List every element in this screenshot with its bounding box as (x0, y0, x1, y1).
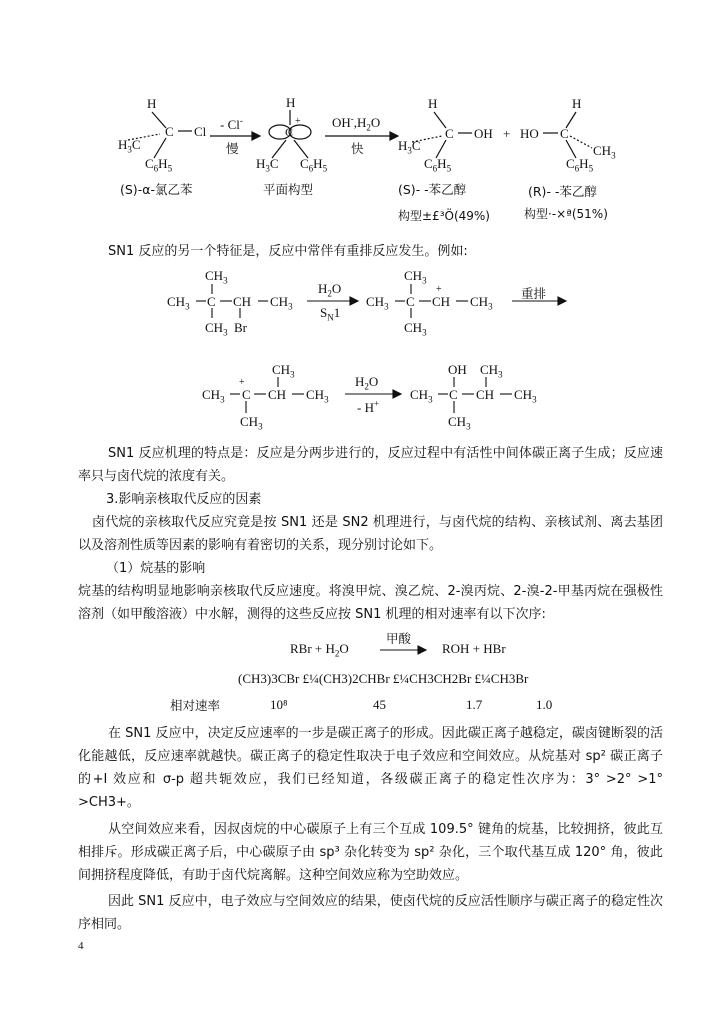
reagent-minus-cl: - Cl- (220, 115, 243, 132)
reagent-h2o: $H_2O$ (318, 281, 342, 299)
atom-h: H (428, 96, 438, 111)
group-ch: CH (432, 294, 451, 309)
heading-section3: 3.影响亲核取代反应的因素 (106, 492, 262, 507)
group-ch3: $CH_3$ (167, 294, 190, 312)
group-c6h5: $C_6H_5$ (566, 156, 594, 174)
group-h3c: $H_3C$ (256, 156, 279, 174)
label-s-chloroethylbenzene: (S)-α-氯乙苯 (120, 182, 193, 197)
reagent-minus-h: - H+ (357, 398, 380, 415)
atom-h: H (147, 96, 157, 111)
group-ch3: $CH_3$ (272, 362, 295, 380)
atom-c: C (285, 125, 294, 139)
rate-value: 1.7 (466, 697, 483, 712)
condition-sn1: $S_N1$ (320, 305, 341, 323)
reagent-h2o: $H_2O$ (355, 374, 379, 392)
group-oh: OH (448, 362, 467, 377)
atom-c: C (207, 294, 216, 309)
group-ch3: $CH_3$ (514, 387, 537, 405)
group-ch3: $CH_3$ (306, 387, 329, 405)
group-c6h5: $C_6H_5$ (424, 156, 452, 174)
group-ch3: $CH_3$ (366, 294, 389, 312)
atom-h: H (286, 95, 296, 110)
atom-h: H (572, 96, 582, 111)
atom-c: C (560, 126, 569, 141)
condition-slow: 慢 (226, 141, 239, 156)
group-oh: OH (474, 126, 493, 141)
rate-order: (CH3)3CBr £¼(CH3)2CHBr £¼CH3CH2Br £¼CH3Br (238, 671, 529, 686)
group-ch3: $CH_3$ (270, 294, 293, 312)
group-ch3: $CH_3$ (240, 414, 263, 432)
charge-plus: + (239, 377, 245, 388)
atom-c: C (406, 294, 415, 309)
rate-value: 10⁸ (270, 697, 288, 712)
group-ch3: $CH_3$ (205, 320, 228, 338)
products: ROH + HBr (442, 641, 506, 656)
group-h3c: $H_3C$ (118, 137, 141, 155)
paragraph-section3: 卤代烷的亲核取代反应究竟是按 SN1 还是 SN2 机理进行，与卤代烷的结构、亲核试剂、离去基团以及溶剂性质等因素的影响有着密切的关系，现分别讨论如下。 (78, 515, 663, 553)
label-r-phenylethanol: (R)- -苯乙醇 (528, 184, 597, 199)
rate-value: 1.0 (536, 697, 553, 712)
atom-br: Br (234, 320, 247, 335)
label-rearrangement: 重排 (521, 286, 547, 301)
group-ch3: $CH_3$ (593, 143, 616, 161)
atom-c: C (445, 126, 454, 141)
paragraph-rearrangement: SN1 反应的另一个特征是，反应中常伴有重排反应发生。例如: (108, 244, 468, 259)
reagent-oh-h2o: $OH^-,H_2O$ (332, 113, 381, 133)
plus-sign: + (503, 126, 511, 141)
label-planar: 平面构型 (263, 182, 314, 197)
group-ch: CH (476, 387, 495, 402)
page-number: 4 (78, 940, 84, 952)
group-ch3: $CH_3$ (202, 387, 225, 405)
group-ch: CH (233, 294, 252, 309)
group-c6h5: $C_6H_5$ (300, 156, 328, 174)
paragraph-carbocation: 在 SN1 反应中，决定反应速率的一步是碳正离子的形成。因此碳正离子越稳定，碳卤键断裂的活化能越低，反应速率就越快。碳正离子的稳定性取决于电子效应和空间效应。从烷基对 sp² 碳正离子的+I 效应和 σ-p 超共轭效应，我们已经知道，各级碳正离子的稳定性次序为：3° >2° >1° >CH3+。 (78, 726, 663, 810)
rate-value: 45 (373, 697, 386, 712)
group-ch: CH (268, 387, 287, 402)
reactants: RBr + $H_2O$ (290, 641, 349, 659)
group-ch3: $CH_3$ (410, 387, 433, 405)
atom-c: C (242, 387, 251, 402)
condition-fast: 快 (351, 141, 364, 156)
charge-plus: + (295, 116, 301, 127)
catalyst-formic-acid: 甲酸 (386, 631, 412, 646)
paragraph-mechanism: SN1 反应机理的特点是：反应是分两步进行的，反应过程中有活性中间体碳正离子生成；反应速率只与卤代烷的浓度有关。 (78, 446, 663, 484)
atom-cl: Cl (194, 124, 207, 139)
paragraph-conclusion: 因此 SN1 反应中，电子效应与空间效应的结果，使卤代烷的反应活性顺序与碳正离子的稳定性次序相同。 (78, 894, 663, 932)
group-ch3: $CH_3$ (480, 362, 503, 380)
paragraph-steric: 从空间效应来看，因叔卤烷的中心碳原子上有三个互成 109.5° 键角的烷基，比较拥挤，彼此互相排斥。形成碳正离子后，中心碳原子由 sp³ 杂化转变为 sp² 杂化，三个取代基互成 120° 角，彼此间拥挤程度降低，有助于卤代烷离解。这种空间效应称为空助效应。 (78, 822, 663, 883)
label-s-phenylethanol: (S)- -苯乙醇 (398, 182, 467, 197)
group-h3c: $H_3C$ (398, 138, 421, 156)
group-ch3: $CH_3$ (470, 294, 493, 312)
group-c6h5: $C_6H_5$ (145, 156, 173, 174)
group-ch3: $CH_3$ (205, 268, 228, 286)
group-ho: HO (520, 126, 539, 141)
charge-plus: + (436, 284, 442, 295)
atom-c: C (449, 387, 458, 402)
paragraph-alkyl: 烷基的结构明显地影响亲核取代反应速度。将溴甲烷、溴乙烷、2-溴丙烷、2-溴-2-甲基丙烷在强极性溶剂（如甲酸溶液）中水解，测得的这些反应按 SN1 机理的相对速率有以下次序: (78, 584, 663, 622)
rates-label: 相对速率 (170, 698, 221, 713)
group-ch3: $CH_3$ (404, 320, 427, 338)
heading-alkyl-effect: （1）烷基的影响 (106, 561, 206, 576)
atom-c: C (165, 124, 174, 139)
label-config-retention: 构型±£³Ö(49%) (398, 209, 490, 223)
group-ch3: $CH_3$ (404, 268, 427, 286)
group-ch3: $CH_3$ (448, 414, 471, 432)
label-config-inversion: 构型·-×ª(51%) (524, 207, 608, 221)
